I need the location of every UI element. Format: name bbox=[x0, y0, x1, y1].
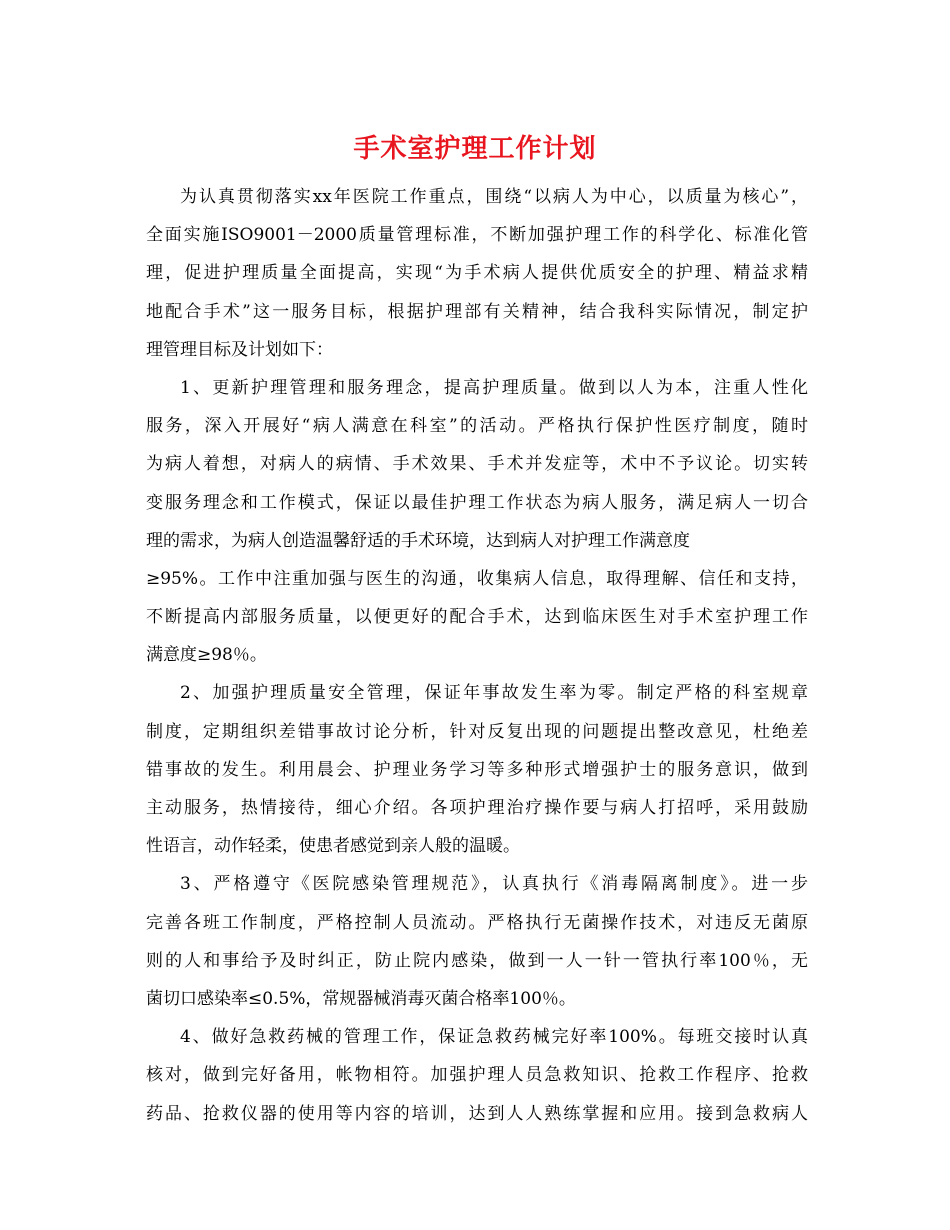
text-line: ≥95%。工作中注重加强与医生的沟通，收集病人信息，取得理解、信任和支持， bbox=[146, 568, 808, 589]
text-line: 满意度≥98％。 bbox=[146, 645, 267, 666]
text-line: 主动服务，热情接待，细心介绍。各项护理治疗操作要与病人打招呼，采用鼓励 bbox=[146, 798, 808, 818]
text-line: 为认真贯彻落实xx年医院工作重点，围绕“以病人为中心，以质量为核心”， bbox=[180, 187, 808, 207]
text-line: 1、更新护理管理和服务理念，提高护理质量。做到以人为本，注重人性化 bbox=[180, 377, 808, 398]
text-line: 错事故的发生。利用晨会、护理业务学习等多种形式增强护士的服务意识，做到 bbox=[146, 759, 808, 780]
text-line: 为病人着想，对病人的病情、手术效果、手术并发症等，术中不予议论。切实转 bbox=[146, 454, 808, 475]
text-line: 2、加强护理质量安全管理，保证年事故发生率为零。制定严格的科室规章 bbox=[180, 683, 808, 704]
text-line: 完善各班工作制度，严格控制人员流动。严格执行无菌操作技术，对违反无菌原 bbox=[146, 912, 808, 933]
text-line: 则的人和事给予及时纠正，防止院内感染，做到一人一针一管执行率100％，无 bbox=[146, 950, 808, 971]
text-line: 不断提高内部服务质量，以便更好的配合手术，达到临床医生对手术室护理工作 bbox=[146, 607, 808, 628]
text-line: 理的需求，为病人创造温馨舒适的手术环境，达到病人对护理工作满意度 bbox=[146, 530, 690, 551]
text-line: 药品、抢救仪器的使用等内容的培训，达到人人熟练掌握和应用。接到急救病人 bbox=[146, 1103, 808, 1124]
text-line: 服务，深入开展好“病人满意在科室”的活动。严格执行保护性医疗制度，随时 bbox=[146, 416, 808, 437]
text-line: 3、严格遵守《医院感染管理规范》，认真执行《消毒隔离制度》。进一步 bbox=[180, 874, 808, 895]
text-line: 地配合手术”这一服务目标，根据护理部有关精神，结合我科实际情况，制定护 bbox=[146, 301, 808, 322]
document-body bbox=[146, 178, 808, 1133]
text-line: 全面实施ISO9001－2000质量管理标准，不断加强护理工作的科学化、标准化管 bbox=[146, 225, 808, 246]
text-line: 核对，做到完好备用，帐物相符。加强护理人员急救知识、抢救工作程序、抢救 bbox=[146, 1065, 808, 1086]
text-line: 理，促进护理质量全面提高，实现“为手术病人提供优质安全的护理、精益求精 bbox=[146, 263, 808, 284]
text-line: 4、做好急救药械的管理工作，保证急救药械完好率100%。每班交接时认真 bbox=[180, 1027, 808, 1048]
text-line: 制度，定期组织差错事故讨论分析，针对反复出现的问题提出整改意见，杜绝差 bbox=[146, 721, 808, 742]
text-line: 菌切口感染率≤0.5%，常规器械消毒灭菌合格率100％。 bbox=[146, 988, 576, 1009]
text-line: 理管理目标及计划如下： bbox=[146, 339, 333, 360]
text-line: 变服务理念和工作模式，保证以最佳护理工作状态为病人服务，满足病人一切合 bbox=[146, 492, 808, 513]
document-title: 手术室护理工作计划 bbox=[353, 134, 597, 164]
text-line: 性语言，动作轻柔，使患者感觉到亲人般的温暖。 bbox=[146, 836, 520, 857]
